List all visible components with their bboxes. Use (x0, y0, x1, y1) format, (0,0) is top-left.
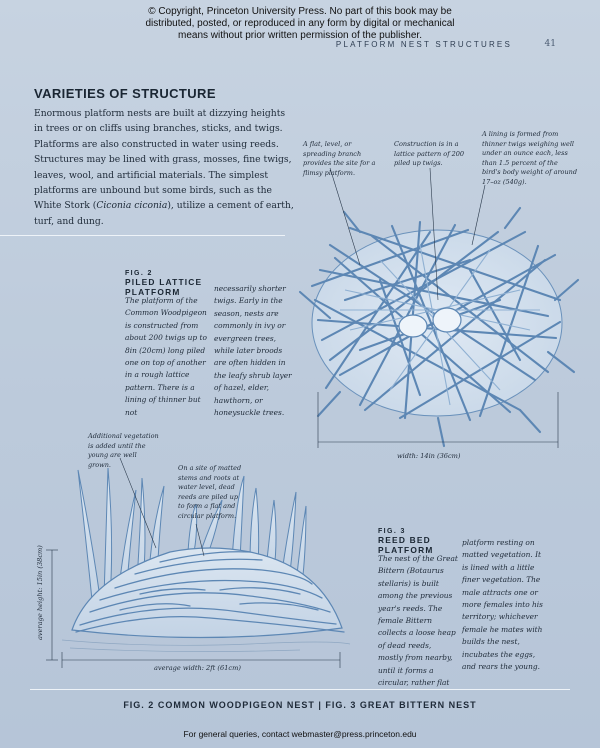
section-title: VARIETIES OF STRUCTURE (34, 86, 216, 101)
woodpigeon-nest-illustration (300, 208, 578, 446)
fig3-height-label: average height: 15in (38cm) (36, 545, 44, 640)
copyright-line: distributed, posted, or reproduced in any form by digital or mechanical (145, 18, 455, 29)
intro-text-end: ), utilize a cement of earth, turf, and dung. (34, 200, 294, 227)
annotation-branch: A flat, level, or spreading branch provides the site for a flimsy platform. (303, 140, 376, 177)
figure-caption: FIG. 2 COMMON WOODPIGEON NEST | FIG. 3 GREAT BITTERN NEST (123, 700, 477, 710)
egg-right (433, 308, 461, 332)
fig2-title: PILED LATTICE PLATFORM (125, 277, 203, 297)
fig2-body-col2: necessarily shorter twigs. Early in the season, nests are commonly in ivy or evergreen trees, while later broods are often hidden in the leafy shrub layer of hazel, elder, hawthorn, or honeysuckle trees. (214, 284, 292, 418)
egg-left (399, 315, 427, 337)
fig2-body-col1: The platform of the Common Woodpigeon is constructed from about 200 twigs up to 8in (20cm) long piled one on top of another in a rough lattice pattern. There is a lining of thinner but not (125, 296, 207, 417)
annotation-lattice: Construction is in a lattice pattern of 200 piled up twigs. (394, 140, 465, 168)
copyright-line: © Copyright, Princeton University Press. No part of this book may be (148, 6, 452, 17)
water-lines (62, 640, 350, 652)
intro-text: Enormous platform nests are built at dizzying heights in trees or on cliffs using branches, sticks, and twigs. Platforms are also constructed in water using reeds. Structures may be lined with grass, mosses, fine twigs, leaves, wool, and artificial materials. The simplest platforms are unbound but some birds, such as the White Stork ( (34, 108, 292, 212)
fig2-number: FIG. 2 (125, 270, 153, 277)
copyright-line: means without prior written permission of the publisher. (177, 30, 422, 41)
species-name: Ciconia ciconia (96, 200, 168, 212)
fig3-width-label: average width: 2ft (61cm) (154, 664, 241, 672)
annotation-matted: On a site of matted stems and roots at water level, dead reeds are piled up to form a flat and circular platform. (178, 464, 242, 520)
page-number: 41 (544, 39, 556, 49)
fig3-heading (378, 528, 458, 555)
contact-line: For general queries, contact webmaster@press.princeton.edu (183, 729, 417, 739)
fig2-heading (125, 270, 215, 297)
annotation-vegetation: Additional vegetation is added until the young are well grown. (88, 432, 159, 469)
fig3-title: REED BED PLATFORM (378, 535, 434, 555)
running-head: PLATFORM NEST STRUCTURES (335, 40, 512, 49)
annotation-lining: A lining is formed from thinner twigs weighing well under an ounce each, less than 1.5 percent of the bird's body weight of around 17–oz (540g). (482, 130, 577, 186)
fig3-number: FIG. 3 (378, 528, 406, 535)
fig3-body-col2: platform resting on matted vegetation. It is lined with a little finer vegetation. The male attracts one or more females into his territory; whichever female he mates with builds the nest, incubates the eggs, and rears the young. (462, 538, 543, 672)
fig3-body-col1: The nest of the Great Bittern (Botaurus stellaris) is built among the previous year's reeds. The female Bittern collects a loose heap of dead reeds, mostly from nearby, until it forms a circular, rather flat (378, 554, 458, 688)
fig2-width-label: width: 14in (36cm) (397, 452, 461, 460)
